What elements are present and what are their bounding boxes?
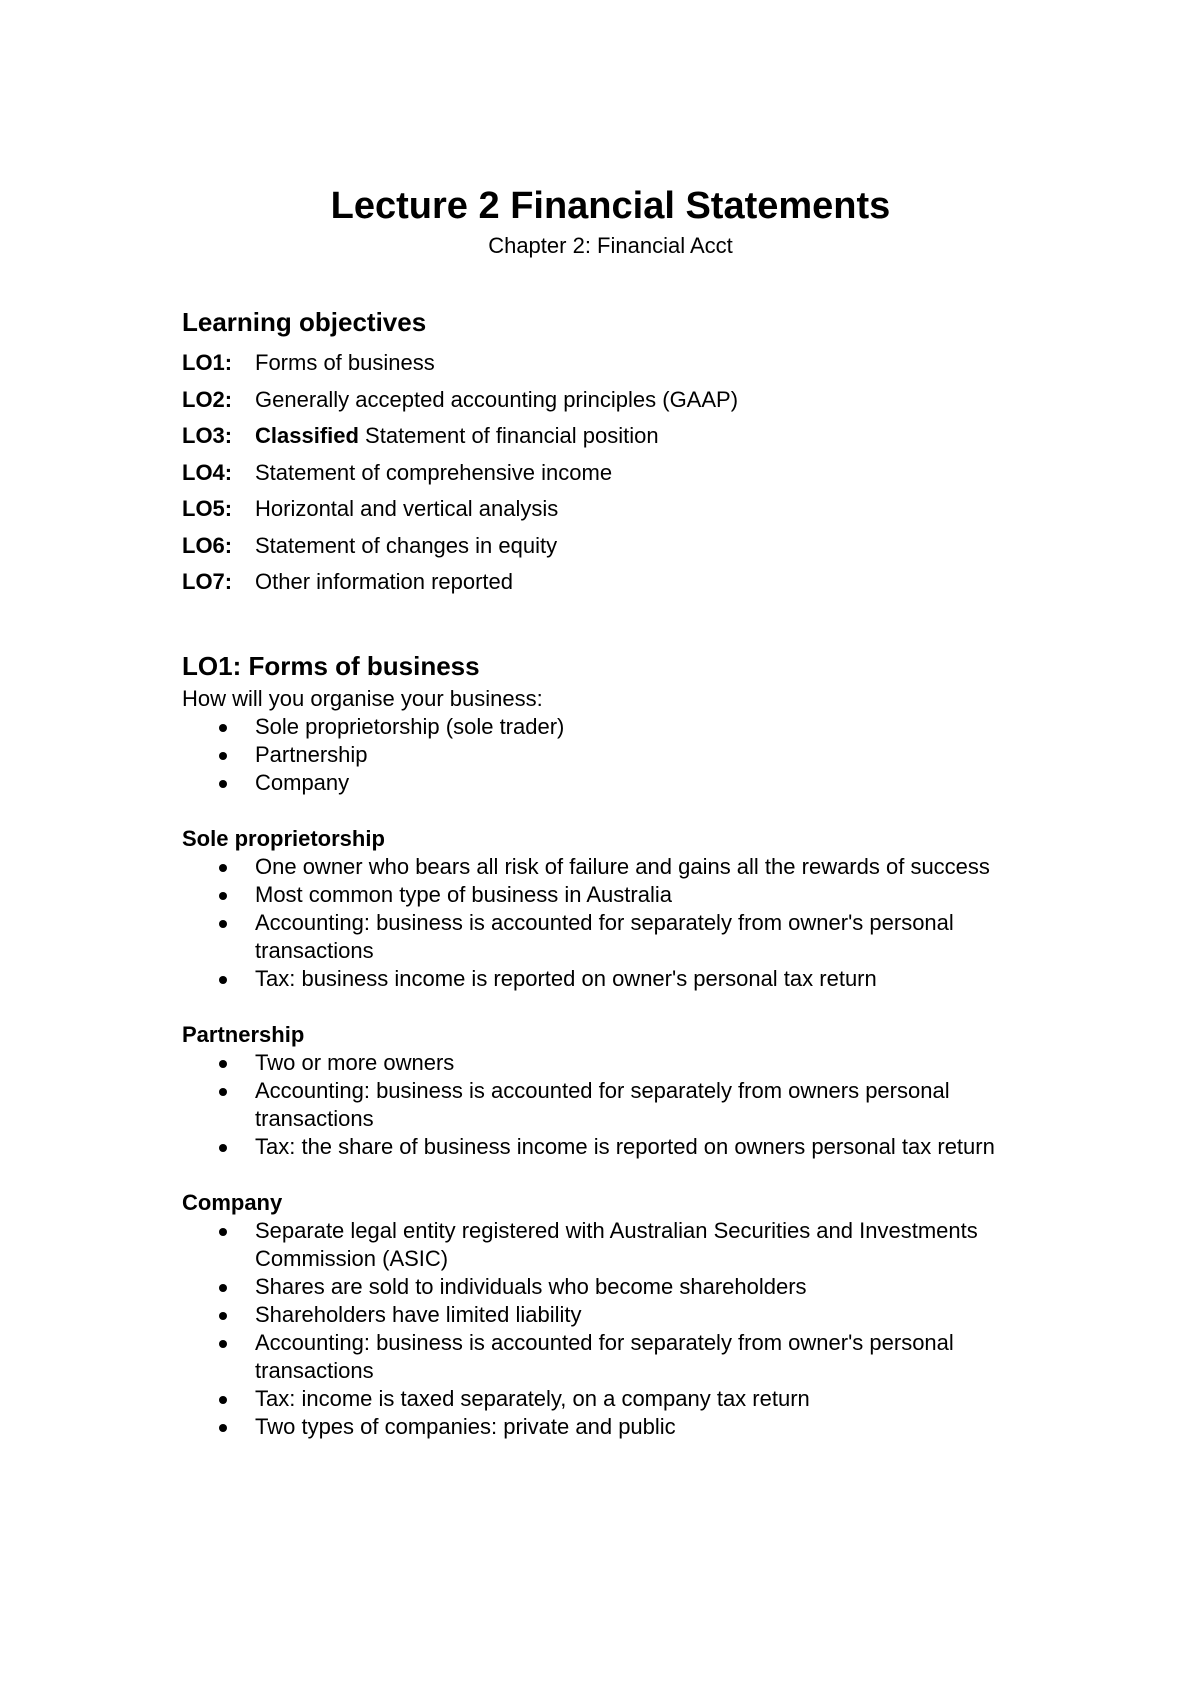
bullet-icon — [219, 1312, 227, 1320]
objective-bold-prefix: Classified — [255, 423, 359, 448]
bullet-icon — [219, 920, 227, 928]
bullet-icon — [219, 976, 227, 984]
business-forms-list — [182, 713, 1055, 797]
bullet-icon — [219, 1228, 227, 1236]
sole-proprietorship-list — [182, 853, 1055, 993]
company-list — [182, 1217, 1055, 1441]
objective-item — [182, 528, 1055, 565]
list-item: Accounting: business is accounted for separately from owner's personal transactions — [182, 1329, 1055, 1385]
bullet-icon — [219, 1088, 227, 1096]
bullet-icon — [219, 864, 227, 872]
bullet-icon — [219, 1340, 227, 1348]
list-item: One owner who bears all risk of failure and gains all the rewards of success — [182, 853, 1055, 881]
document-subtitle: Chapter 2: Financial Acct — [488, 233, 733, 258]
objective-code: LO5: — [182, 496, 233, 521]
bullet-icon — [219, 1424, 227, 1432]
objective-item — [182, 418, 1055, 455]
list-item: Accounting: business is accounted for separately from owners personal transactions — [182, 1077, 1055, 1133]
bullet-icon — [219, 1396, 227, 1404]
company-heading: Company — [182, 1189, 283, 1215]
list-item: Separate legal entity registered with Australian Securities and Investments Commission (ASIC) — [182, 1217, 1055, 1273]
objective-text: Statement of comprehensive income — [255, 459, 613, 485]
list-item: Most common type of business in Australia — [182, 881, 1055, 909]
partnership-heading: Partnership — [182, 1021, 305, 1047]
list-item: Two or more owners — [182, 1049, 1055, 1077]
list-item: Tax: business income is reported on owner's personal tax return — [182, 965, 1055, 993]
objective-item — [182, 345, 1055, 382]
objective-code: LO6: — [182, 532, 233, 558]
learning-objectives-heading: Learning objectives — [182, 307, 427, 337]
list-item: Shareholders have limited liability — [182, 1301, 1055, 1329]
objective-text: Other information reported — [255, 569, 514, 594]
objective-code: LO1: — [182, 350, 233, 375]
objective-code: LO4: — [182, 459, 233, 485]
objective-code: LO7: — [182, 569, 233, 594]
objective-item — [182, 491, 1055, 528]
objective-text: Forms of business — [255, 350, 435, 375]
list-item: Partnership — [182, 741, 1055, 769]
objective-item — [182, 564, 1055, 601]
list-item: Company — [182, 769, 1055, 797]
bullet-icon — [219, 724, 227, 732]
objective-text: Horizontal and vertical analysis — [255, 496, 559, 521]
objective-text: Statement of financial position — [358, 423, 659, 448]
list-item: Shares are sold to individuals who become shareholders — [182, 1273, 1055, 1301]
list-item: Tax: income is taxed separately, on a company tax return — [182, 1385, 1055, 1413]
bullet-icon — [219, 892, 227, 900]
list-item: Two types of companies: private and public — [182, 1413, 1055, 1441]
bullet-icon — [219, 1284, 227, 1292]
objective-text: Statement of changes in equity — [255, 532, 558, 558]
objective-code: LO2: — [182, 386, 233, 412]
sole-proprietorship-heading: Sole proprietorship — [182, 825, 385, 851]
bullet-icon — [219, 752, 227, 760]
objective-item — [182, 455, 1055, 492]
list-item: Accounting: business is accounted for separately from owner's personal transactions — [182, 909, 1055, 965]
bullet-icon — [219, 1060, 227, 1068]
list-item: Sole proprietorship (sole trader) — [182, 713, 1055, 741]
objective-text: Generally accepted accounting principles (GAAP) — [255, 386, 739, 412]
lo1-heading: LO1: Forms of business — [182, 650, 480, 681]
learning-objectives-list — [182, 345, 1055, 601]
list-item: Tax: the share of business income is reported on owners personal tax return — [182, 1133, 1055, 1161]
objective-code: LO3: — [182, 423, 233, 448]
objective-item — [182, 382, 1055, 419]
bullet-icon — [219, 1144, 227, 1152]
bullet-icon — [219, 780, 227, 788]
partnership-list — [182, 1049, 1055, 1161]
lo1-intro: How will you organise your business: — [182, 685, 543, 711]
document-title: Lecture 2 Financial Statements — [330, 185, 891, 227]
